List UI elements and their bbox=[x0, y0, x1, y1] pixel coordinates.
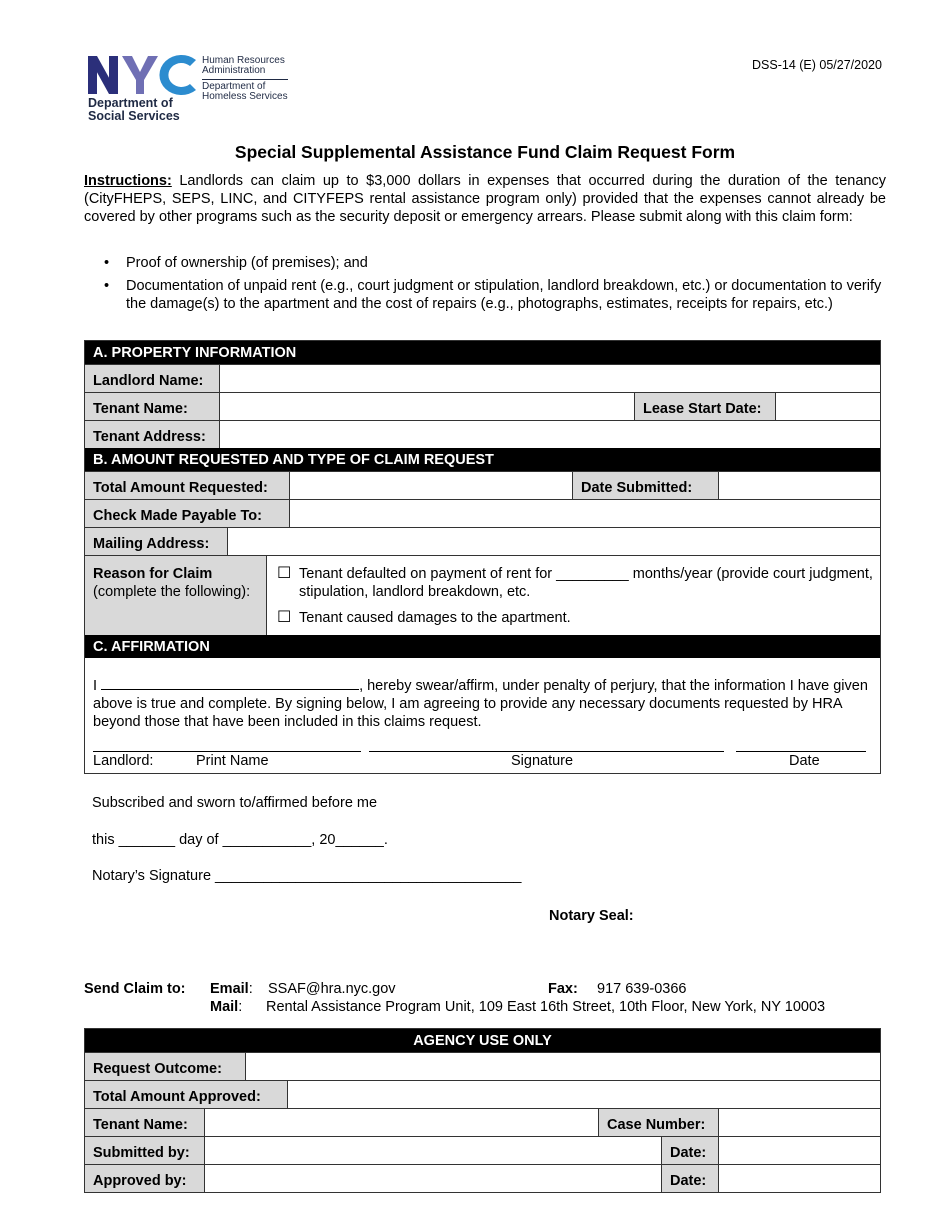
logo-department bbox=[88, 97, 180, 123]
page-title: Special Supplemental Assistance Fund Claim Request Form bbox=[234, 142, 736, 162]
agency-tenant-name-field[interactable] bbox=[205, 1109, 599, 1136]
reason-title: Reason for Claim bbox=[93, 566, 213, 582]
dhs-line-2: Homeless Services bbox=[202, 91, 288, 102]
approved-date-label: Date: bbox=[662, 1165, 719, 1192]
tenant-name-label: Tenant Name: bbox=[85, 393, 220, 420]
affirm-statement: , hereby swear/affirm, under penalty of perjury, that the information I have given above is true and complete. By signing below, I am agreeing to provide any necessary documents requested by HRA beyond those that have been included in this claims request. bbox=[93, 678, 868, 730]
tenant-name-row bbox=[85, 392, 880, 420]
instructions-label: Instructions: bbox=[84, 173, 172, 189]
total-approved-row bbox=[85, 1080, 880, 1108]
logo-agencies bbox=[202, 56, 288, 102]
nyc-logo-mark bbox=[88, 54, 198, 96]
submitted-date-field[interactable] bbox=[719, 1137, 880, 1164]
reason-option-damage-text: Tenant caused damages to the apartment. bbox=[299, 610, 571, 626]
print-name-label: Print Name bbox=[196, 753, 269, 769]
reason-option-rent-text: Tenant defaulted on payment of rent for _________ months/year (provide court judgment, stipulation, landlord breakdown, etc. bbox=[299, 566, 873, 600]
tenant-case-row bbox=[85, 1108, 880, 1136]
notary-signature-line: Notary’s Signature ______________________________________ bbox=[92, 868, 522, 884]
instruction-bullets bbox=[84, 254, 886, 318]
submitted-by-field[interactable] bbox=[205, 1137, 662, 1164]
submitted-by-label: Submitted by: bbox=[85, 1137, 205, 1164]
approved-by-field[interactable] bbox=[205, 1165, 662, 1192]
amount-row bbox=[85, 471, 880, 499]
reason-option-rent bbox=[277, 565, 880, 601]
case-number-label: Case Number: bbox=[599, 1109, 719, 1136]
affirmation-text bbox=[85, 658, 880, 731]
payable-row bbox=[85, 499, 880, 527]
landlord-name-field[interactable] bbox=[220, 365, 880, 392]
request-outcome-label: Request Outcome: bbox=[85, 1053, 246, 1080]
landlord-label: Landlord: bbox=[93, 753, 154, 769]
tenant-address-field[interactable] bbox=[220, 421, 880, 448]
mailing-row bbox=[85, 527, 880, 555]
signature-label: Signature bbox=[511, 753, 574, 769]
date-line[interactable] bbox=[736, 751, 866, 752]
bullet-item: • Proof of ownership (of premises); and bbox=[84, 254, 886, 272]
bullet-item: • Documentation of unpaid rent (e.g., court judgment or stipulation, landlord breakdown, etc.) or documentation to verify the damage(s) to the apartment and the cost of repairs (e.g., photographs, estimates, receipts for repairs, etc.) bbox=[84, 277, 886, 313]
email-label: Email bbox=[210, 981, 249, 997]
total-approved-field[interactable] bbox=[288, 1081, 880, 1108]
hra-line-2: Administration bbox=[202, 65, 266, 76]
lease-start-field[interactable] bbox=[776, 393, 880, 420]
total-approved-label: Total Amount Approved: bbox=[85, 1081, 288, 1108]
section-b-header: B. AMOUNT REQUESTED AND TYPE OF CLAIM REQUEST bbox=[85, 448, 880, 471]
landlord-name-row bbox=[85, 364, 880, 392]
section-c-header: C. AFFIRMATION bbox=[85, 635, 880, 658]
mail-label: Mail: bbox=[210, 999, 243, 1015]
approved-row bbox=[85, 1164, 880, 1192]
reason-subtitle: (complete the following): bbox=[93, 584, 251, 600]
send-label: Send Claim to: bbox=[84, 981, 186, 997]
lease-start-label: Lease Start Date: bbox=[635, 393, 776, 420]
approved-date-field[interactable] bbox=[719, 1165, 880, 1192]
main-form-table bbox=[84, 340, 881, 774]
date-label: Date bbox=[789, 753, 820, 769]
checkbox-rent[interactable]: ☐ bbox=[277, 565, 292, 582]
reason-row bbox=[85, 555, 880, 635]
fax-label bbox=[548, 981, 578, 997]
agency-tenant-name-label: Tenant Name: bbox=[85, 1109, 205, 1136]
payable-to-label: Check Made Payable To: bbox=[85, 500, 290, 527]
notary-seal-label: Notary Seal: bbox=[549, 908, 634, 924]
fax-label-text: Fax: bbox=[548, 981, 578, 997]
submitted-row bbox=[85, 1136, 880, 1164]
dept-line-2: Social Services bbox=[88, 109, 180, 123]
instructions-text: Landlords can claim up to $3,000 dollars in expenses that occurred during the duration of the tenancy (CityFHEPS, SEPS, LINC, and CITYFEPS rental assistance program only) provided that the expenses cannot already be covered by other programs such as the security deposit or emergency arrears. Please submit along with this claim form: bbox=[84, 173, 886, 225]
affirm-prefix: I bbox=[93, 678, 102, 694]
mail-label-text: Mail bbox=[210, 999, 239, 1015]
print-name-line[interactable] bbox=[93, 751, 361, 752]
dept-line-1: Department of bbox=[88, 96, 173, 110]
mail-address: Rental Assistance Program Unit, 109 East 16th Street, 10th Floor, New York, NY 10003 bbox=[266, 999, 826, 1015]
dhs-line-1: Department of bbox=[202, 81, 266, 92]
payable-to-field[interactable] bbox=[290, 500, 880, 527]
section-a-header: A. PROPERTY INFORMATION bbox=[85, 341, 880, 364]
date-submitted-label: Date Submitted: bbox=[573, 472, 719, 499]
hra-line-1: Human Resources bbox=[202, 55, 285, 66]
nyc-dss-logo bbox=[88, 54, 288, 124]
mailing-address-label: Mailing Address: bbox=[85, 528, 228, 555]
notary-line-2: this _______ day of ___________, 20______. bbox=[92, 832, 388, 848]
request-outcome-field[interactable] bbox=[246, 1053, 880, 1080]
form-code: DSS-14 (E) 05/27/2020 bbox=[752, 58, 882, 72]
approved-by-label: Approved by: bbox=[85, 1165, 205, 1192]
landlord-name-label: Landlord Name: bbox=[85, 365, 220, 392]
email-block: Email: bbox=[210, 981, 253, 997]
notary-line-1: Subscribed and sworn to/affirmed before me bbox=[92, 795, 378, 811]
reason-option-damage bbox=[277, 609, 880, 627]
signature-line[interactable] bbox=[369, 751, 724, 752]
request-outcome-row bbox=[85, 1052, 880, 1080]
total-amount-field[interactable] bbox=[290, 472, 573, 499]
mailing-address-field[interactable] bbox=[228, 528, 880, 555]
instructions bbox=[84, 172, 886, 226]
email-address[interactable]: SSAF@hra.nyc.gov bbox=[268, 981, 396, 997]
signature-lines bbox=[85, 731, 880, 773]
affirm-name-blank[interactable] bbox=[101, 676, 359, 690]
logo-divider bbox=[202, 79, 288, 80]
fax-number: 917 639-0366 bbox=[597, 981, 687, 997]
reason-options bbox=[267, 556, 880, 635]
affirmation-body bbox=[85, 658, 880, 773]
total-amount-label: Total Amount Requested: bbox=[85, 472, 290, 499]
tenant-name-field[interactable] bbox=[220, 393, 635, 420]
send-claim-label bbox=[84, 981, 186, 997]
tenant-address-row bbox=[85, 420, 880, 448]
agency-use-table bbox=[84, 1028, 881, 1193]
case-number-field[interactable] bbox=[719, 1109, 880, 1136]
tenant-address-label: Tenant Address: bbox=[85, 421, 220, 448]
checkbox-damage[interactable]: ☐ bbox=[277, 609, 292, 626]
submitted-date-label: Date: bbox=[662, 1137, 719, 1164]
agency-header: AGENCY USE ONLY bbox=[85, 1029, 880, 1052]
date-submitted-field[interactable] bbox=[719, 472, 880, 499]
reason-label bbox=[85, 556, 267, 635]
